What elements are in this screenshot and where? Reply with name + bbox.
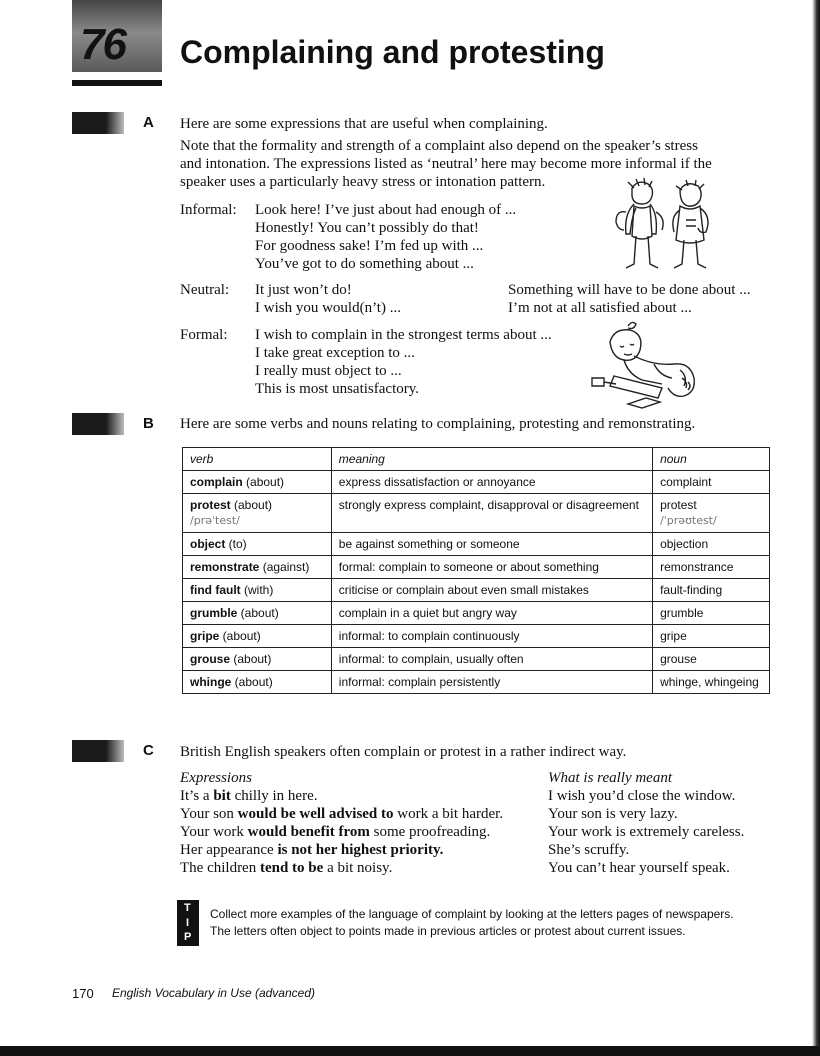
note-line: Note that the formality and strength of a complaint also depend on the speaker’s stress xyxy=(180,138,698,154)
expressions-list xyxy=(180,787,503,877)
verb-preposition: (about) xyxy=(230,652,272,666)
noun-pronunciation: /ˈprəʊtest/ xyxy=(660,514,717,527)
verb-word: grouse xyxy=(190,652,231,666)
verb-preposition: (with) xyxy=(240,583,274,597)
noun-word: whinge, whingeing xyxy=(660,675,759,689)
meaning-header: What is really meant xyxy=(548,770,673,786)
expression-key-phrase: would benefit from xyxy=(247,824,370,840)
informal-line: Look here! I’ve just about had enough of ... xyxy=(255,202,517,218)
meaning-line: I wish you’d close the window. xyxy=(548,788,736,804)
verb-word: complain xyxy=(190,475,243,489)
table-row xyxy=(183,471,770,494)
formal-line: I wish to complain in the strongest terms about ... xyxy=(255,327,552,343)
meaning-cell: informal: to complain, usually often xyxy=(331,648,652,671)
arguing-people-illustration xyxy=(604,176,716,276)
note-line: and intonation. The expressions listed as ‘neutral’ here may become more informal if the xyxy=(180,156,712,172)
verb-cell xyxy=(183,533,332,556)
verb-preposition: (to) xyxy=(225,537,247,551)
noun-word: gripe xyxy=(660,629,687,643)
section-c-intro: British English speakers often complain or protest in a rather indirect way. xyxy=(180,744,627,760)
verb-preposition: (against) xyxy=(259,560,310,574)
page-edge-shadow xyxy=(812,0,820,1056)
verb-word: grumble xyxy=(190,606,238,620)
verb-cell xyxy=(183,556,332,579)
tip-line: Collect more examples of the language of complaint by looking at the letters pages of newspapers. xyxy=(210,907,734,921)
neutral-line: Something will have to be done about ... xyxy=(508,282,751,298)
section-c-marker xyxy=(72,740,124,762)
expression-key-phrase: tend to be xyxy=(259,860,324,876)
noun-cell xyxy=(653,494,770,533)
table-row xyxy=(183,671,770,694)
table-row xyxy=(183,648,770,671)
table-row xyxy=(183,494,770,533)
section-b-marker xyxy=(72,413,124,435)
noun-cell xyxy=(653,556,770,579)
expression-line xyxy=(180,841,503,859)
informal-expressions xyxy=(255,201,516,273)
expression-key-phrase: would be well advised to xyxy=(237,806,394,822)
verb-word: find fault xyxy=(190,583,241,597)
expression-line xyxy=(180,823,503,841)
noun-cell xyxy=(653,602,770,625)
section-c-letter: C xyxy=(143,742,154,759)
tip-letter: P xyxy=(184,931,192,943)
meaning-line: Your work is extremely careless. xyxy=(548,824,745,840)
noun-word: grouse xyxy=(660,652,697,666)
meaning-line: Your son is very lazy. xyxy=(548,806,678,822)
expression-key-phrase: bit xyxy=(213,788,231,804)
informal-line: For goodness sake! I’m fed up with ... xyxy=(255,238,484,254)
tip-text xyxy=(210,906,734,940)
tip-letter: I xyxy=(186,917,190,929)
table-row xyxy=(183,602,770,625)
meaning-line: She’s scruffy. xyxy=(548,842,630,858)
section-b-intro: Here are some verbs and nouns relating to complaining, protesting and remonstrating. xyxy=(180,416,696,432)
table-row xyxy=(183,556,770,579)
tip-letter: T xyxy=(184,902,191,914)
page-bottom-edge xyxy=(0,1046,820,1056)
unit-underline xyxy=(72,80,162,86)
informal-line: Honestly! You can’t possibly do that! xyxy=(255,220,479,236)
table-row xyxy=(183,533,770,556)
expression-text: Her appearance xyxy=(180,842,278,858)
expression-line xyxy=(180,805,503,823)
meaning-cell: strongly express complaint, disapproval or disagreement xyxy=(331,494,652,533)
vocabulary-table xyxy=(182,447,770,694)
meaning-cell: informal: complain persistently xyxy=(331,671,652,694)
expression-line xyxy=(180,859,503,877)
table-row xyxy=(183,579,770,602)
verb-cell xyxy=(183,625,332,648)
section-b-letter: B xyxy=(143,415,154,432)
formal-line: This is most unsatisfactory. xyxy=(255,381,420,397)
meaning-line: You can’t hear yourself speak. xyxy=(548,860,730,876)
verb-word: object xyxy=(190,537,226,551)
meanings-list xyxy=(548,787,744,877)
informal-line: You’ve got to do something about ... xyxy=(255,256,474,272)
neutral-label: Neutral: xyxy=(180,282,230,298)
noun-word: objection xyxy=(660,537,709,551)
verb-preposition: (about) xyxy=(230,498,273,512)
noun-cell xyxy=(653,471,770,494)
expression-key-phrase: is not her highest priority. xyxy=(277,842,444,858)
tip-line: The letters often object to points made in previous articles or protest about current issues. xyxy=(210,924,686,938)
verb-word: whinge xyxy=(190,675,232,689)
section-a-letter: A xyxy=(143,114,154,131)
header-meaning: meaning xyxy=(331,448,652,471)
verb-cell xyxy=(183,671,332,694)
page-number: 170 xyxy=(72,986,94,1001)
meaning-cell: express dissatisfaction or annoyance xyxy=(331,471,652,494)
expression-text: a bit noisy. xyxy=(323,860,393,876)
meaning-cell: formal: complain to someone or about something xyxy=(331,556,652,579)
table-row xyxy=(183,625,770,648)
verb-word: gripe xyxy=(190,629,220,643)
verb-pronunciation: /prəˈtest/ xyxy=(190,514,240,527)
verb-cell xyxy=(183,579,332,602)
expression-text: some proofreading. xyxy=(369,824,491,840)
expression-text: Your son xyxy=(180,806,238,822)
verb-word: protest xyxy=(190,498,231,512)
noun-cell xyxy=(653,533,770,556)
noun-word: protest xyxy=(660,498,697,512)
noun-word: remonstrance xyxy=(660,560,734,574)
expression-text: It’s a xyxy=(180,788,214,804)
neutral-line: It just won’t do! xyxy=(255,282,352,298)
expression-text: Your work xyxy=(180,824,248,840)
noun-cell xyxy=(653,625,770,648)
page-title: Complaining and protesting xyxy=(180,34,605,70)
verb-cell xyxy=(183,602,332,625)
expression-text: The children xyxy=(180,860,260,876)
neutral-expressions-left xyxy=(255,281,401,317)
formal-label: Formal: xyxy=(180,327,228,343)
noun-word: complaint xyxy=(660,475,712,489)
verb-preposition: (about) xyxy=(237,606,279,620)
verb-preposition: (about) xyxy=(219,629,261,643)
meaning-cell: criticise or complain about even small mistakes xyxy=(331,579,652,602)
unit-number: 76 xyxy=(80,20,125,69)
informal-label: Informal: xyxy=(180,202,237,218)
noun-word: grumble xyxy=(660,606,704,620)
verb-cell xyxy=(183,471,332,494)
verb-word: remonstrate xyxy=(190,560,260,574)
meaning-cell: be against something or someone xyxy=(331,533,652,556)
verb-preposition: (about) xyxy=(242,475,285,489)
tip-badge xyxy=(177,900,199,946)
noun-word: fault-finding xyxy=(660,583,723,597)
formal-line: I really must object to ... xyxy=(255,363,402,379)
formal-line: I take great exception to ... xyxy=(255,345,415,361)
formal-expressions xyxy=(255,326,552,398)
noun-cell xyxy=(653,671,770,694)
expression-line xyxy=(180,787,503,805)
neutral-line: I wish you would(n’t) ... xyxy=(255,300,401,316)
meaning-cell: complain in a quiet but angry way xyxy=(331,602,652,625)
meaning-cell: informal: to complain continuously xyxy=(331,625,652,648)
book-title: English Vocabulary in Use (advanced) xyxy=(112,986,315,1000)
noun-cell xyxy=(653,648,770,671)
section-a-intro: Here are some expressions that are useful when complaining. xyxy=(180,116,548,132)
section-a-marker xyxy=(72,112,124,134)
neutral-expressions-right xyxy=(508,281,750,317)
verb-preposition: (about) xyxy=(231,675,273,689)
verb-cell xyxy=(183,648,332,671)
letter-writer-illustration xyxy=(584,320,704,414)
table-header-row xyxy=(183,448,770,471)
header-noun: noun xyxy=(653,448,770,471)
expression-text: work a bit harder. xyxy=(393,806,504,822)
neutral-line: I’m not at all satisfied about ... xyxy=(508,300,692,316)
verb-cell xyxy=(183,494,332,533)
expression-text: chilly in here. xyxy=(230,788,318,804)
noun-cell xyxy=(653,579,770,602)
expressions-header: Expressions xyxy=(180,770,252,786)
note-line: speaker uses a particularly heavy stress or intonation pattern. xyxy=(180,174,546,190)
header-verb: verb xyxy=(183,448,332,471)
